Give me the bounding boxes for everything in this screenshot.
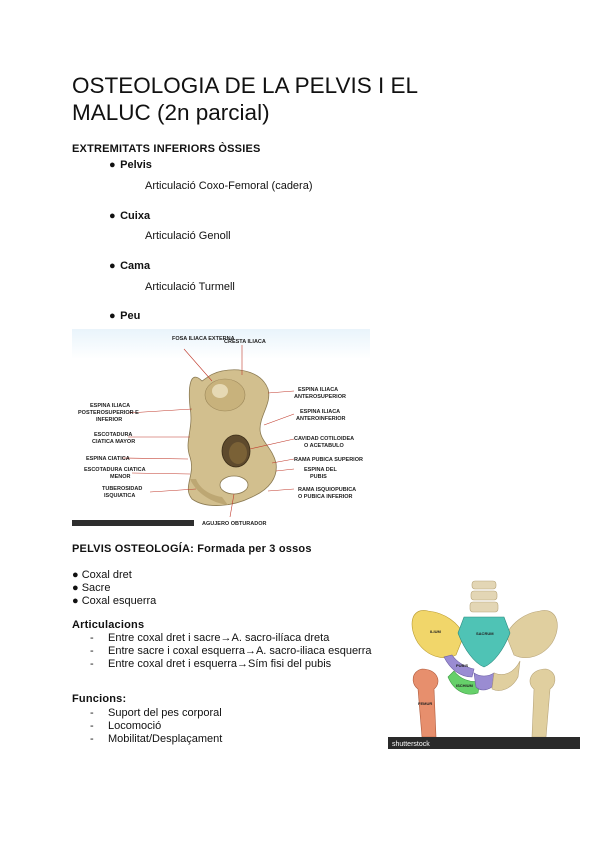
bone-item-coxal-dret: ● Coxal dret [72,569,132,581]
pelvis-color-figure [388,577,580,749]
list-item: - Mobilitat/Desplaçament [72,733,222,746]
list-item: - Suport del pes corporal [72,707,222,720]
label-rama-isq-1: RAMA ISQUIOPUBICA [298,487,357,493]
bullet-marker: ● [109,210,116,222]
bullet-pelvis [109,155,152,173]
label-ischium: ISCHIUM [456,683,473,688]
label-ilium: ILIUM [430,629,441,634]
label-rama-sup: RAMA PUBICA SUPERIOR [294,457,363,463]
hip-bone-figure [72,329,370,529]
figure-dark-bar [72,520,194,526]
label-espina-post-1: ESPINA ILIACA [90,403,131,409]
label-rama-isq-2: O PUBICA INFERIOR [298,494,353,500]
funcions-heading: Funcions: [72,693,127,705]
bullet-marker: ● [109,159,116,171]
label-pubis: PUBIS [456,663,469,668]
label-tuberosidad-1: TUBEROSIDAD [102,486,143,492]
label-cavidad-2: O ACETABULO [304,443,344,449]
label-fosa-iliaca: FOSA ILIACA EXTERNA [172,336,235,342]
label-escotadura-mayor-2: CIATICA MAYOR [92,439,136,445]
bullet-label-peu: Peu [120,310,141,322]
sub-articulacio-turmell: Articulació Turmell [145,281,235,293]
articulacions-list [72,632,372,671]
label-tuberosidad-2: ISQUIATICA [104,493,136,499]
bullet-cama [109,256,150,274]
bullet-marker: ● [109,310,116,322]
bullet-label-cuixa: Cuixa [120,210,151,222]
label-agujero-obturador: AGUJERO OBTURADOR [202,521,267,527]
sub-articulacio-genoll: Articulació Genoll [145,230,231,242]
sub-articulacio-coxo: Articulació Coxo-Femoral (cadera) [145,180,313,192]
label-espina-post-3: INFERIOR [96,417,123,423]
label-escotadura-mayor-1: ESCOTADURA [94,432,133,438]
label-espina-post-2: POSTEROSUPERIOR E [78,410,139,416]
page-title: OSTEOLOGIA DE LA PELVIS I EL MALUC (2n parcial) [72,73,418,125]
bone-item-sacre: ● Sacre [72,582,111,594]
list-item: - Entre sacre i coxal esquerra→A. sacro-iliaca esquerra [72,645,372,658]
bullet-cuixa [109,206,150,224]
label-escotadura-menor-2: MENOR [110,474,131,480]
label-antinf-1: ESPINA ILIACA [300,409,341,415]
bullet-label-pelvis: Pelvis [120,159,152,171]
bullet-peu [109,306,140,324]
bone-item-coxal-esquerra: ● Coxal esquerra [72,595,157,607]
label-espina-pubis-2: PUBIS [310,474,327,480]
label-espina-ciatica: ESPINA CIATICA [86,456,130,462]
figure-top-fade [72,329,370,359]
label-escotadura-menor-1: ESCOTADURA CIATICA [84,467,146,473]
label-antsup-2: ANTEROSUPERIOR [294,394,346,400]
watermark-text: shutterstock [392,741,430,748]
label-sacrum: SACRUM [476,631,494,636]
section-heading-extremitats: EXTREMITATS INFERIORS ÒSSIES [72,143,261,155]
bullet-label-cama: Cama [120,260,151,272]
label-antsup-1: ESPINA ILIACA [298,387,339,393]
list-item: - Entre coxal dret i esquerra→Sím fisi del pubis [72,658,372,671]
label-femur: FEMUR [418,701,433,706]
articulacions-heading: Articulacions [72,619,145,631]
label-cresta-iliaca: CRESTA ILIACA [224,339,266,345]
label-cavidad-1: CAVIDAD COTILOIDEA [294,436,355,442]
label-espina-pubis-1: ESPINA DEL [304,467,337,473]
list-item: - Locomoció [72,720,222,733]
funcions-list [72,707,222,746]
label-antinf-2: ANTEROINFERIOR [296,416,346,422]
bullet-marker: ● [109,260,116,272]
spine-illustration [470,581,498,612]
list-item: - Entre coxal dret i sacre→A. sacro-ilíaca dreta [72,632,372,645]
section-heading-pelvis-osteologia: PELVIS OSTEOLOGÍA: Formada per 3 ossos [72,543,312,555]
